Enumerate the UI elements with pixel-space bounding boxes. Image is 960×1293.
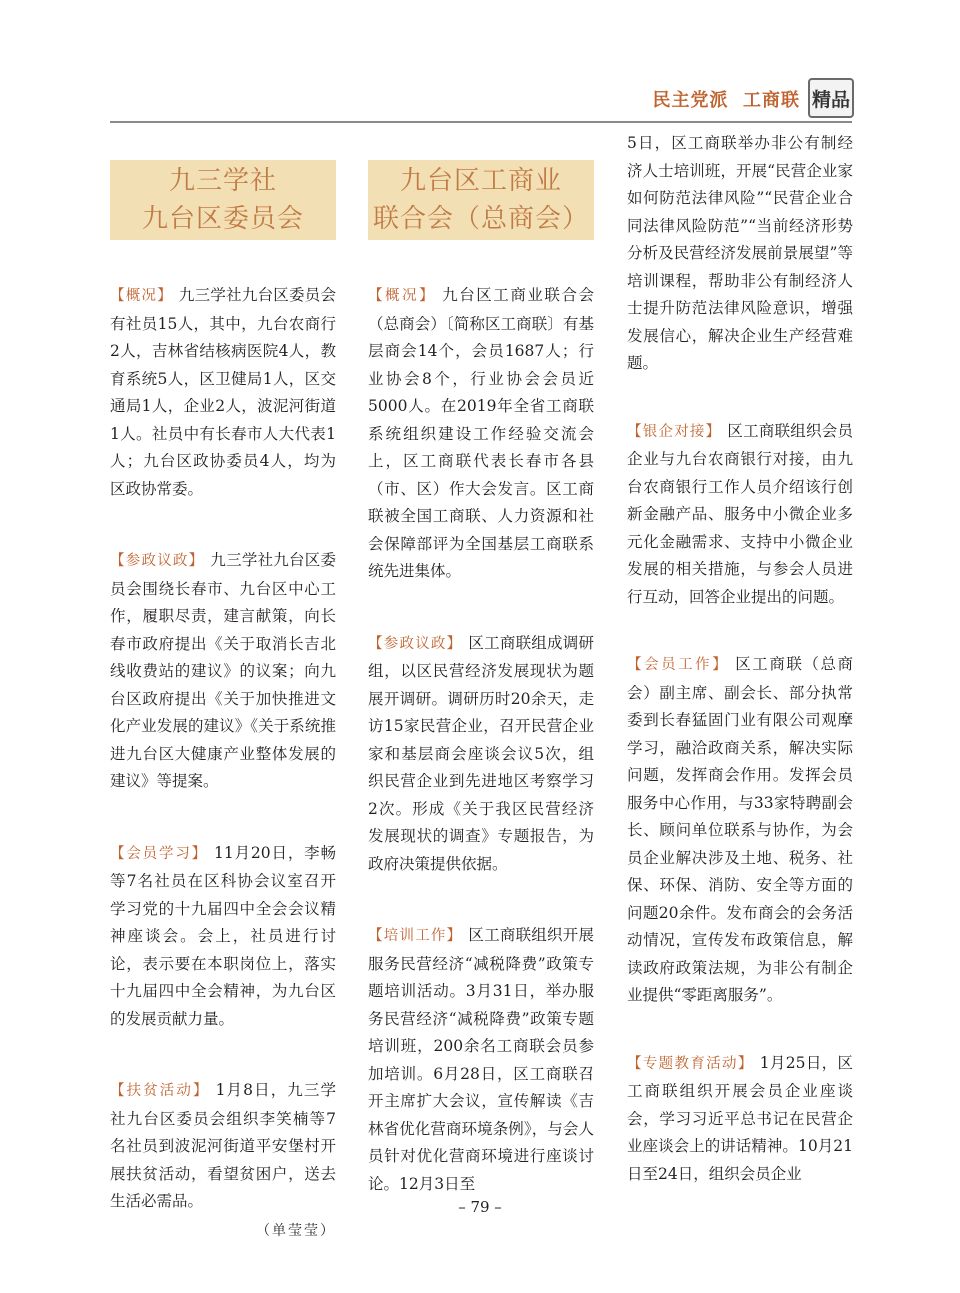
section-text: 区工商联组织会员企业与九台农商银行对接，由九台农商银行工作人员介绍该行创新金融产品、服务中小微企业多元化金融需求、支持中小微企业发展的相关措施，与参会人员进行互动，回答企业提出的问题。 bbox=[627, 421, 853, 606]
jiusan-study bbox=[110, 840, 336, 1034]
jiusan-title-line-2: 九台区委员会 bbox=[141, 204, 304, 234]
federation-title-line-2: 联合会（总商会） bbox=[372, 204, 589, 234]
jiusan-overview bbox=[110, 282, 336, 503]
section-title: 民主党派 工商联 bbox=[652, 90, 800, 111]
section-text: 区工商联组成调研组，以区民营经济发展现状为题展开调研。调研历时20余天，走访15家民营企业，召开民营企业家和基层商会座谈会议5次，组织民营企业到先进地区考察学习2次。形成《关于我区民营经济发展现状的调查》专题报告，为政府决策提供依据。 bbox=[368, 633, 594, 873]
section-text: 区工商联组织开展服务民营经济“减税降费”政策专题培训活动。3月31日，举办服务民营经济“减税降费”政策专题培训班，200余名工商联会员参加培训。6月28日，区工商联召开主席扩大会议，宣传解读《吉林省优化营商环境条例》，与会人员针对优化营商环境进行座谈讨论。12月3日至 bbox=[368, 926, 594, 1193]
section-tag: 【培训工作】 bbox=[368, 928, 463, 944]
section-tag: 【会员学习】 bbox=[110, 845, 209, 862]
section-tag: 【专题教育活动】 bbox=[627, 1055, 754, 1072]
section-tag: 【扶贫活动】 bbox=[110, 1083, 210, 1099]
jiusan-participation bbox=[110, 547, 336, 796]
column-federation-continued bbox=[627, 130, 853, 1188]
jiusan-title-box bbox=[110, 160, 336, 240]
jiusan-poverty bbox=[110, 1077, 336, 1216]
section-tag: 【概况】 bbox=[368, 288, 437, 304]
federation-title-line-1: 九台区工商业 bbox=[399, 166, 562, 196]
jiusan-title-line-1: 九三学社 bbox=[168, 166, 277, 196]
section-text: 11月20日，李畅等7名社员在区科协会议室召开学习党的十九届四中全会会议精神座谈会。会上，社员进行讨论，表示要在本职岗位上，落实十九届四中全会精神，为九台区的发展贡献力量。 bbox=[110, 843, 337, 1028]
section-tag: 【概况】 bbox=[110, 288, 173, 304]
section-text: 九三学社九台区委员会围绕长春市、九台区中心工作，履职尽责，建言献策，向长春市政府提出《关于取消长吉北线收费站的建议》的议案；向九台区政府提出《关于加快推进文化产业发展的建议》《关于系统推进九台区大健康产业整体发展的建议》等提案。 bbox=[110, 551, 336, 790]
header-divider bbox=[110, 121, 852, 123]
section-text: 1月8日，九三学社九台区委员会组织李笑楠等7名社员到波泥河街道平安堡村开展扶贫活动，看望贫困户，送去生活必需品。 bbox=[110, 1081, 336, 1210]
federation-bank-enterprise bbox=[627, 418, 853, 612]
federation-education bbox=[627, 1050, 853, 1189]
column-jiusan bbox=[110, 130, 336, 1240]
section-tag: 【会员工作】 bbox=[627, 657, 730, 673]
section-text: 九台区工商业联合会（总商会）〔简称区工商联〕有基层商会14个，会员1687人；行业协会8个，行业协会会员近5000人。在2019年全省工商联系统组织建设工作经验交流会上，区工商联代表长春市各县（市、区）作大会发言。区工商联被全国工商联、人力资源和社会保障部评为全国基层工商联系统先进集体。 bbox=[368, 286, 594, 580]
column-federation bbox=[368, 130, 594, 1198]
federation-overview bbox=[368, 282, 594, 586]
section-tag: 【参政议政】 bbox=[110, 553, 205, 569]
section-tag: 【参政议政】 bbox=[368, 635, 463, 652]
section-tag: 【银企对接】 bbox=[627, 423, 722, 440]
section-text: 区工商联（总商会）副主席、副会长、部分执常委到长春猛固门业有限公司观摩学习，融洽政商关系，解决实际问题，发挥商会作用。发挥会员服务中心作用，与33家特聘副会长、顾问单位联系与协作，为会员企业解决涉及土地、税务、社保、环保、消防、安全等方面的问题20余件。发布商会的会务活动情况，宣传发布政策信息，解读政府政策法规，为非公有制企业提供“零距离服务”。 bbox=[627, 655, 853, 1004]
author-credit: （单莹莹） bbox=[256, 1222, 336, 1239]
section-text: 九三学社九台区委员会有社员15人，其中，九台农商行2人，吉林省结核病医院4人，教育系统5人，区卫健局1人，区交通局1人，企业2人，波泥河街道1人。社员中有长春市人大代表1人；九台区政协委员4人，均为区政协常委。 bbox=[110, 286, 336, 498]
federation-participation bbox=[368, 630, 594, 879]
federation-title-box bbox=[368, 160, 594, 240]
jingpin-logo: 精品 bbox=[808, 78, 854, 118]
federation-member-work bbox=[627, 651, 853, 1010]
section-text: 1月25日，区工商联组织开展会员企业座谈会，学习习近平总书记在民营企业座谈会上的讲话精神。10月21日至24日，组织会员企业 bbox=[627, 1053, 853, 1183]
federation-training-continued: 5日，区工商联举办非公有制经济人士培训班，开展“民营企业家如何防范法律风险”“民营企业合同法律风险防范”“当前经济形势分析及民营经济发展前景展望”等培训课程，帮助非公有制经济人士提升防范法律风险意识，增强发展信心，解决企业生产经营难题。 bbox=[627, 134, 853, 372]
federation-training bbox=[368, 922, 594, 1198]
page-number: – 79 – bbox=[458, 1198, 502, 1216]
